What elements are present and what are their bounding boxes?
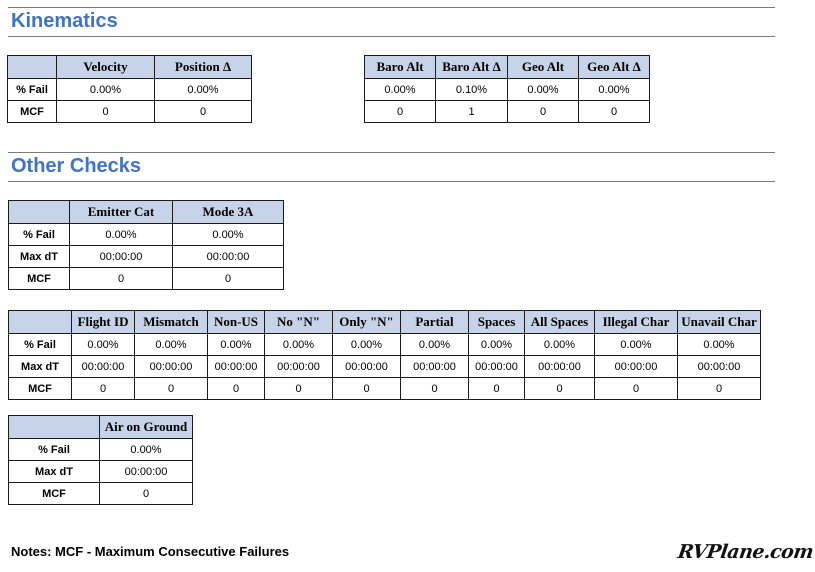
- column-header: Air on Ground: [100, 416, 193, 439]
- column-header: Baro Alt Δ: [436, 56, 508, 79]
- table-cell: 0.00%: [155, 79, 252, 101]
- table-cell: 0.00%: [57, 79, 155, 101]
- table-cell: 00:00:00: [678, 356, 761, 378]
- table-cell: 00:00:00: [401, 356, 469, 378]
- table-cell: 0.00%: [579, 79, 650, 101]
- table-cell: 00:00:00: [265, 356, 333, 378]
- column-header: Position Δ: [155, 56, 252, 79]
- altitude-table: [364, 55, 650, 123]
- table-cell: 0.00%: [135, 334, 208, 356]
- kinematics-section: [8, 7, 775, 39]
- column-header: Only "N": [333, 311, 401, 334]
- table-cell: 0: [72, 378, 135, 400]
- table-row: [365, 101, 650, 123]
- table-row: [9, 461, 193, 483]
- column-header: Velocity: [57, 56, 155, 79]
- table-row: [9, 334, 761, 356]
- table-cell: 0.00%: [469, 334, 525, 356]
- row-label: % Fail: [9, 224, 70, 246]
- table-row: [9, 439, 193, 461]
- corner-cell: [9, 201, 70, 224]
- corner-cell: [8, 56, 57, 79]
- column-header: Unavail Char: [678, 311, 761, 334]
- table-cell: 00:00:00: [333, 356, 401, 378]
- table-cell: 00:00:00: [173, 246, 284, 268]
- column-header: Partial: [401, 311, 469, 334]
- table-cell: 0: [365, 101, 436, 123]
- table-cell: 0: [155, 101, 252, 123]
- table-cell: 0.00%: [265, 334, 333, 356]
- table-row: [365, 79, 650, 101]
- table-cell: 0.00%: [365, 79, 436, 101]
- table-cell: 0.00%: [72, 334, 135, 356]
- table-cell: 0.00%: [525, 334, 595, 356]
- table-cell: 0.00%: [678, 334, 761, 356]
- table-cell: 0.00%: [208, 334, 265, 356]
- table-cell: 00:00:00: [100, 461, 193, 483]
- table-cell: 00:00:00: [525, 356, 595, 378]
- table-row: [9, 483, 193, 505]
- table-cell: 0: [579, 101, 650, 123]
- column-header: Illegal Char: [595, 311, 678, 334]
- other-checks-section: [8, 152, 775, 184]
- table-cell: 00:00:00: [70, 246, 173, 268]
- table-row: [8, 79, 252, 101]
- table-cell: 0.00%: [173, 224, 284, 246]
- table-cell: 00:00:00: [469, 356, 525, 378]
- air-on-ground-table: [8, 415, 193, 505]
- row-label: MCF: [9, 378, 72, 400]
- corner-cell: [9, 311, 72, 334]
- table-cell: 00:00:00: [595, 356, 678, 378]
- other-checks-heading: Other Checks: [11, 155, 142, 177]
- row-label: % Fail: [9, 439, 100, 461]
- column-header: All Spaces: [525, 311, 595, 334]
- column-header: Emitter Cat: [70, 201, 173, 224]
- table-cell: 00:00:00: [135, 356, 208, 378]
- column-header: Flight ID: [72, 311, 135, 334]
- table-cell: 0: [469, 378, 525, 400]
- table-cell: 0.00%: [100, 439, 193, 461]
- table-cell: 0: [100, 483, 193, 505]
- table-cell: 0: [135, 378, 208, 400]
- table-row: [9, 268, 284, 290]
- row-label: Max dT: [9, 246, 70, 268]
- divider: [8, 181, 775, 182]
- table-cell: 0: [57, 101, 155, 123]
- table-cell: 0: [208, 378, 265, 400]
- row-label: % Fail: [9, 334, 72, 356]
- row-label: MCF: [9, 268, 70, 290]
- table-cell: 00:00:00: [208, 356, 265, 378]
- table-cell: 0.00%: [508, 79, 579, 101]
- table-row: [8, 101, 252, 123]
- table-cell: 0.00%: [70, 224, 173, 246]
- column-header: Non-US: [208, 311, 265, 334]
- emitter-mode-table: [8, 200, 284, 290]
- table-row: [9, 378, 761, 400]
- column-header: Mode 3A: [173, 201, 284, 224]
- table-cell: 0: [525, 378, 595, 400]
- table-cell: 0: [508, 101, 579, 123]
- table-cell: 0: [678, 378, 761, 400]
- column-header: Spaces: [469, 311, 525, 334]
- table-cell: 0: [595, 378, 678, 400]
- table-row: [9, 356, 761, 378]
- table-cell: 0: [265, 378, 333, 400]
- rvplane-logo: RVPlane.com: [676, 541, 815, 563]
- table-cell: 00:00:00: [72, 356, 135, 378]
- row-label: MCF: [8, 101, 57, 123]
- kinematics-heading: Kinematics: [11, 10, 118, 32]
- notes-text: Notes: MCF - Maximum Consecutive Failures: [11, 544, 290, 559]
- table-cell: 0: [70, 268, 173, 290]
- flight-id-table: [8, 310, 761, 400]
- table-cell: 0.00%: [595, 334, 678, 356]
- row-label: MCF: [9, 483, 100, 505]
- corner-cell: [9, 416, 100, 439]
- table-cell: 0: [333, 378, 401, 400]
- divider: [8, 36, 775, 37]
- column-header: No "N": [265, 311, 333, 334]
- column-header: Baro Alt: [365, 56, 436, 79]
- row-label: Max dT: [9, 356, 72, 378]
- column-header: Geo Alt: [508, 56, 579, 79]
- table-cell: 0.00%: [333, 334, 401, 356]
- column-header: Mismatch: [135, 311, 208, 334]
- table-cell: 0: [401, 378, 469, 400]
- table-cell: 1: [436, 101, 508, 123]
- table-cell: 0: [173, 268, 284, 290]
- row-label: Max dT: [9, 461, 100, 483]
- table-cell: 0.00%: [401, 334, 469, 356]
- table-row: [9, 224, 284, 246]
- table-row: [9, 246, 284, 268]
- velocity-position-table: [7, 55, 252, 123]
- table-cell: 0.10%: [436, 79, 508, 101]
- column-header: Geo Alt Δ: [579, 56, 650, 79]
- row-label: % Fail: [8, 79, 57, 101]
